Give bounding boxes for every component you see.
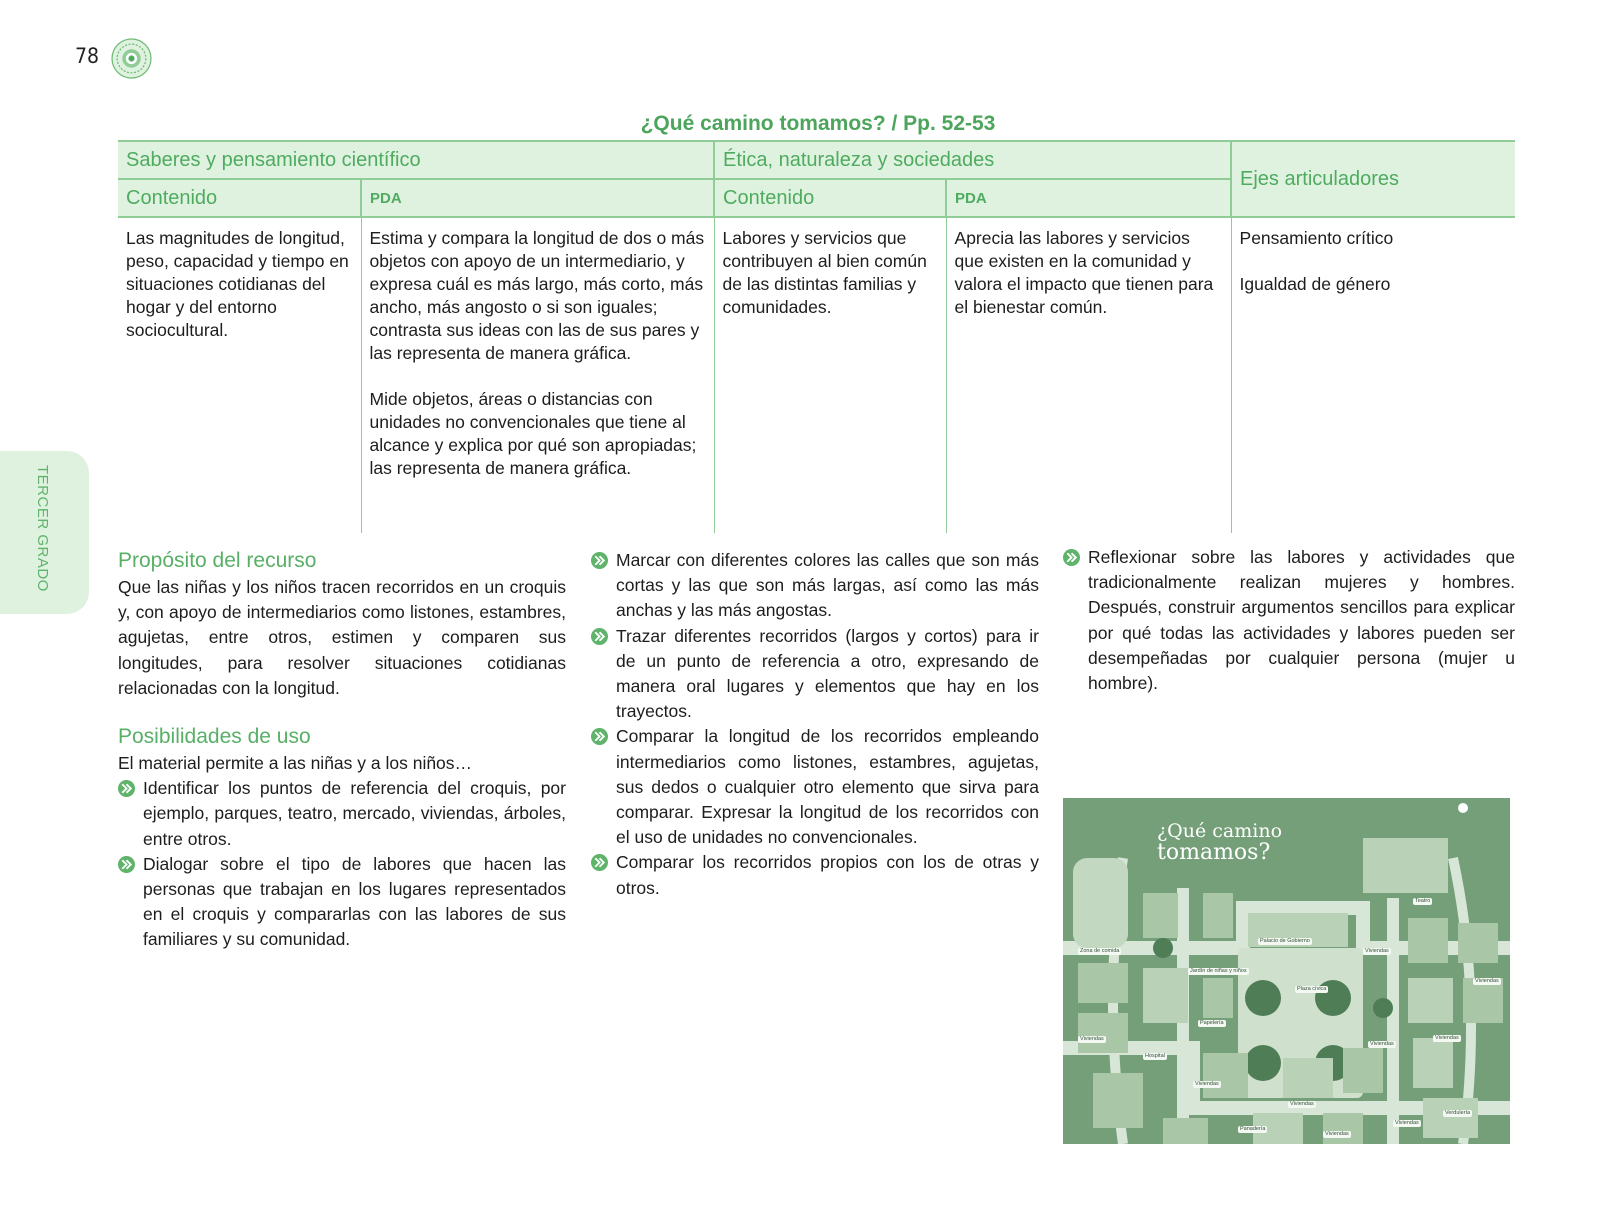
map-label: Viviendas — [1325, 1131, 1349, 1137]
map-label: Teatro — [1415, 898, 1431, 904]
map-label: Viviendas — [1435, 1035, 1459, 1041]
right-column — [1063, 545, 1515, 696]
map-label: Viviendas — [1395, 1120, 1419, 1126]
sun-emblem-icon — [111, 38, 152, 79]
curriculum-table — [118, 140, 1515, 533]
grade-side-tab — [0, 451, 89, 614]
contenido-header: Contenido — [714, 179, 946, 217]
section-header-etica: Ética, naturaleza y sociedades — [714, 141, 1231, 179]
list-item: Trazar diferentes recorridos (largos y cortos) para ir de un punto de referencia a otro, expresando de manera oral lugares y elementos que hay en los trayectos. — [591, 624, 1039, 725]
table-cell — [714, 217, 946, 533]
eje-item: Igualdad de género — [1239, 274, 1391, 294]
map-label: Verdulería — [1445, 1110, 1471, 1116]
contenido-text: Las magnitudes de longitud, peso, capacidad y tiempo en situaciones cotidianas del hogar y del entorno sociocultural. — [126, 228, 349, 340]
map-label: Viviendas — [1290, 1101, 1314, 1107]
grade-label: TERCER GRADO — [34, 465, 51, 592]
proposito-heading: Propósito del recurso — [118, 549, 317, 572]
list-item: Identificar los puntos de referencia del croquis, por ejemplo, parques, teatro, mercado, viviendas, árboles, entre otros. — [118, 776, 566, 852]
middle-column — [591, 548, 1039, 901]
ejes-header: Ejes articuladores — [1231, 141, 1515, 217]
contenido-header: Contenido — [118, 179, 361, 217]
map-label: Jardín de niñas y niños — [1190, 968, 1247, 974]
chevron-right-icon — [591, 854, 608, 871]
map-label: Hospital — [1145, 1053, 1165, 1059]
pda-header: PDA — [946, 179, 1231, 217]
posibilidades-heading: Posibilidades de uso — [118, 725, 311, 749]
map-label: Viviendas — [1370, 1041, 1394, 1047]
chevron-right-icon — [591, 552, 608, 569]
chevron-right-icon — [118, 856, 135, 873]
section-header-ciencia: Saberes y pensamiento científico — [118, 141, 714, 179]
map-label: Viviendas — [1080, 1036, 1104, 1042]
pda-text: Aprecia las labores y servicios que existen en la comunidad y valora el impacto que tienen para el bienestar común. — [954, 228, 1214, 317]
eje-item: Pensamiento crítico — [1239, 228, 1394, 248]
map-illustration — [1063, 798, 1510, 1144]
map-label: Viviendas — [1475, 978, 1499, 984]
contenido-text: Labores y servicios que contribuyen al bien común de las distintas familias y comunidades. — [722, 228, 927, 317]
map-label: Plaza cívica — [1297, 986, 1327, 992]
proposito-text: Que las niñas y los niños tracen recorridos en un croquis y, con apoyo de intermediarios como listones, estambres, agujetas, entre otros, estimen y comparen sus longitudes, para resolver situaciones cotidianas relacionadas con la longitud. — [118, 577, 566, 698]
map-label: Zona de comida — [1080, 948, 1120, 954]
chevron-right-icon — [1063, 549, 1080, 566]
list-item: Dialogar sobre el tipo de labores que hacen las personas que trabajan en los lugares representados en el croquis y compararlas con las labores de sus familiares y su comunidad. — [118, 852, 566, 953]
list-item: Comparar la longitud de los recorridos empleando intermediarios como listones, estambres, agujetas, sus dedos o cualquier otro elemento que sirva para comparar. Expresar la longitud de los recorridos con el uso de unidades no convencionales. — [591, 724, 1039, 850]
map-label: Panadería — [1240, 1126, 1266, 1132]
page-number: 78 — [75, 44, 100, 68]
map-label: Papelería — [1200, 1020, 1224, 1026]
pda-text: Estima y compara la longitud de dos o más objetos con apoyo de un intermediario, y expresa cuál es más largo, más corto, más ancho, más angosto o si son iguales; contrasta sus ideas con las de sus pares y las representa de manera gráfica. — [369, 228, 705, 363]
table-cell — [361, 217, 714, 533]
map-label: Viviendas — [1365, 948, 1389, 954]
illustration-title: ¿Qué camino tomamos? — [1157, 820, 1283, 865]
chevron-right-icon — [118, 780, 135, 797]
chevron-right-icon — [591, 728, 608, 745]
town-map-image — [1063, 798, 1510, 1144]
list-item: Reflexionar sobre las labores y actividades que tradicionalmente realizan mujeres y hombres. Después, construir argumentos sencillos para explicar por qué todas las actividades y labores pueden ser desempeñadas por cualquier persona (mujer u hombre). — [1063, 545, 1515, 696]
left-column — [118, 548, 566, 953]
table-cell — [946, 217, 1231, 533]
list-item: Marcar con diferentes colores las calles que son más cortas y las que son más largas, así como las más anchas y las más angostas. — [591, 548, 1039, 624]
table-cell — [1231, 217, 1515, 533]
map-label: Viviendas — [1195, 1081, 1219, 1087]
map-label: Palacio de Gobierno — [1260, 938, 1310, 944]
pda-header: PDA — [361, 179, 714, 217]
table-cell — [118, 217, 361, 533]
list-item: Comparar los recorridos propios con los de otras y otros. — [591, 850, 1039, 900]
chevron-right-icon — [591, 628, 608, 645]
page-title: ¿Qué camino tomamos? / Pp. 52-53 — [640, 112, 996, 135]
pda-text: Mide objetos, áreas o distancias con unidades no convencionales que tiene al alcance y explica por qué son apropiadas; las representa de manera gráfica. — [369, 389, 697, 478]
posibilidades-intro: El material permite a las niñas y a los niños… — [118, 753, 473, 774]
